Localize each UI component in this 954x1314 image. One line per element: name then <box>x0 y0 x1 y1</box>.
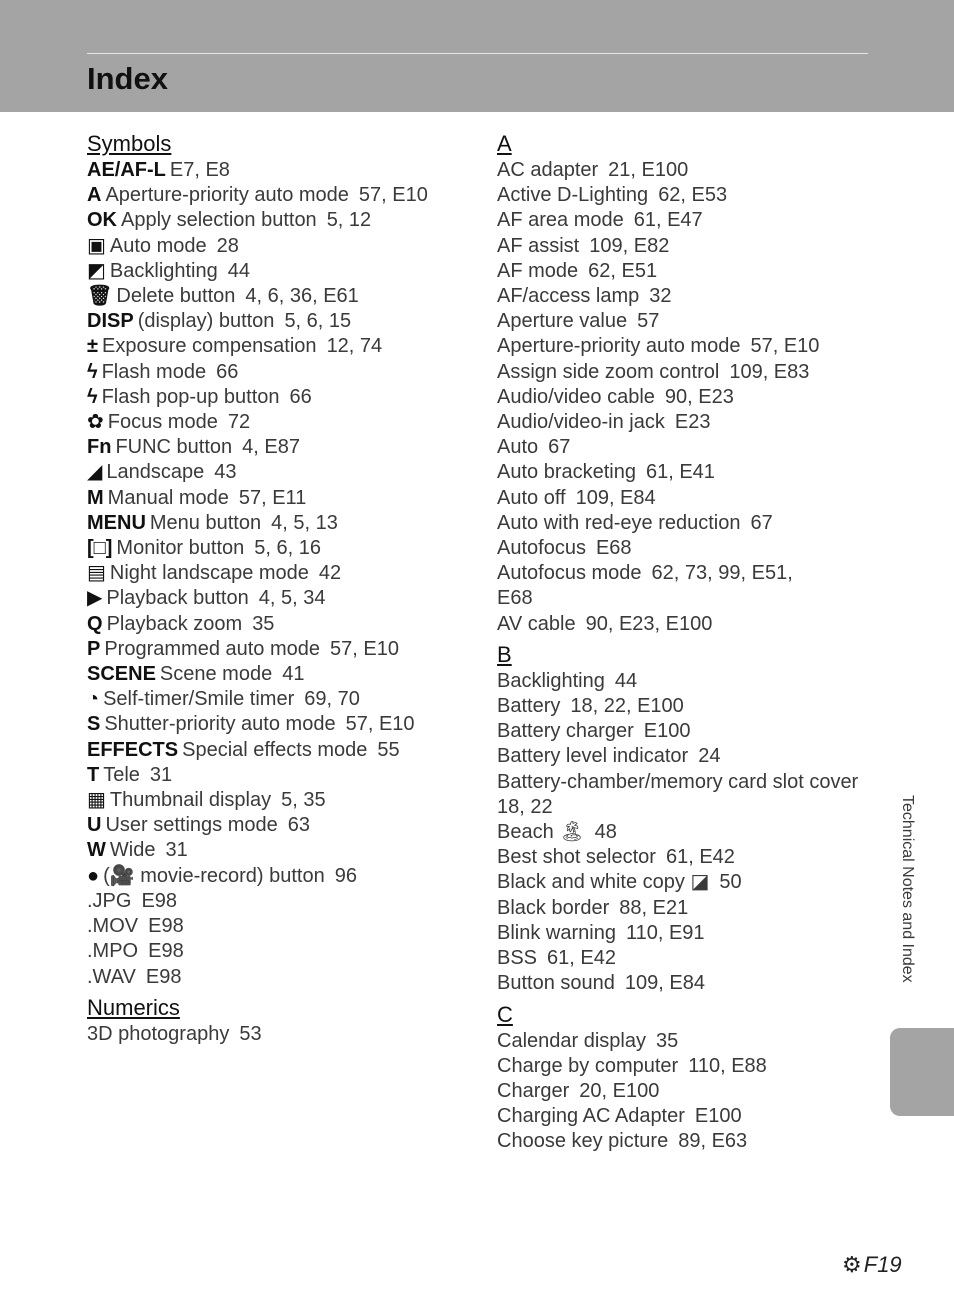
entry-page-refs[interactable]: E98 <box>148 940 184 963</box>
entry-page-refs[interactable]: 21, E100 <box>608 159 689 181</box>
index-entry[interactable] <box>87 511 477 536</box>
entry-page-refs[interactable]: E68 <box>595 537 632 560</box>
entry-symbol-icon: U <box>87 814 102 837</box>
entry-page-refs[interactable]: E23 <box>674 411 711 434</box>
index-entry[interactable] <box>497 795 887 820</box>
entry-term: Playback button <box>106 587 249 610</box>
index-entry[interactable] <box>497 385 887 410</box>
entry-term: Backlighting <box>497 669 605 692</box>
index-entry[interactable] <box>87 561 477 586</box>
entry-term: BSS <box>497 947 538 970</box>
entry-page-refs[interactable]: 44 <box>227 259 250 282</box>
entry-term: Manual mode <box>107 486 229 509</box>
entry-page-refs[interactable]: 44 <box>614 669 638 692</box>
entry-symbol-icon: ● <box>87 864 100 887</box>
entry-term: Backlighting <box>109 259 218 282</box>
entry-page-refs[interactable]: 41 <box>282 663 305 686</box>
entry-term: Active D-Lighting <box>497 184 649 207</box>
entry-symbol-icon: T <box>87 763 100 786</box>
index-entry[interactable] <box>497 158 887 183</box>
entry-page-refs[interactable]: 24 <box>698 745 721 768</box>
entry-term: Calendar display <box>497 1029 646 1052</box>
entry-page-refs[interactable]: 4, 5, 13 <box>271 511 338 534</box>
index-entry[interactable] <box>497 694 887 719</box>
entry-symbol-icon: ± <box>87 335 98 358</box>
symbols-list <box>87 158 477 990</box>
entry-term: Autofocus <box>497 537 586 560</box>
entry-symbol-icon: DISP <box>87 310 134 333</box>
index-entry[interactable] <box>497 921 887 946</box>
entry-term: Playback zoom <box>106 612 243 635</box>
entry-page-refs[interactable]: 55 <box>377 738 400 761</box>
entry-term: Charge by computer <box>497 1054 679 1077</box>
index-entry[interactable] <box>497 511 887 536</box>
index-entry[interactable] <box>87 385 477 410</box>
entry-symbol-icon: M <box>87 486 104 509</box>
index-entry[interactable] <box>497 1029 887 1054</box>
entry-term: Battery level indicator <box>497 745 689 768</box>
index-entry[interactable] <box>87 712 477 737</box>
entry-symbol-icon: MENU <box>87 511 146 534</box>
index-entry[interactable] <box>497 744 887 769</box>
index-entry[interactable] <box>497 561 887 586</box>
entry-symbol-icon: ◢ <box>87 461 103 484</box>
index-entry[interactable] <box>497 896 887 921</box>
entry-term: Flash mode <box>101 360 207 383</box>
index-entry[interactable] <box>87 612 477 637</box>
entry-page-refs[interactable]: 90, E23 <box>664 385 734 408</box>
entry-term: Exposure compensation <box>101 335 317 358</box>
index-entry[interactable] <box>87 637 477 662</box>
entry-term: AV cable <box>497 612 576 635</box>
entry-term: Flash pop-up button <box>101 385 280 408</box>
entry-page-refs[interactable]: 57, E10 <box>750 335 820 358</box>
entry-symbol-icon: W <box>87 839 106 862</box>
entry-term: Menu button <box>149 511 262 534</box>
entry-symbol-icon: ◩ <box>87 259 106 282</box>
entry-term: Scene mode <box>159 663 273 686</box>
entry-symbol-icon: ▤ <box>87 562 106 585</box>
index-entry[interactable] <box>497 946 887 971</box>
entry-symbol-icon: ▦ <box>87 789 106 812</box>
entry-term: Delete button <box>116 285 236 308</box>
entry-term: Aperture-priority auto mode <box>105 184 349 207</box>
entry-page-refs[interactable]: 109, E84 <box>624 972 705 995</box>
index-entry[interactable] <box>497 669 887 694</box>
entry-page-refs[interactable]: 72 <box>227 411 251 434</box>
page-number-value: 19 <box>877 1252 902 1277</box>
entry-term: Battery charger <box>497 720 634 743</box>
entry-term: Aperture-priority auto mode <box>497 335 741 358</box>
entry-page-refs[interactable]: 50 <box>719 871 742 894</box>
entry-symbol-icon: Fn <box>87 436 112 459</box>
entry-page-refs[interactable]: 42 <box>318 562 342 585</box>
entry-symbol-icon: SCENE <box>87 663 156 686</box>
entry-page-refs[interactable]: 5, 12 <box>326 209 372 232</box>
section-heading-c[interactable]: C <box>497 1001 513 1027</box>
index-entry[interactable] <box>87 360 477 385</box>
entry-page-refs[interactable]: 62, E53 <box>658 184 728 207</box>
entry-page-refs[interactable]: 61, E47 <box>633 209 703 232</box>
entry-term: (display) button <box>137 310 275 333</box>
entry-term: Night landscape mode <box>109 562 309 585</box>
entry-term: Auto <box>497 436 539 459</box>
page-number-symbol: F <box>863 1252 878 1277</box>
entry-page-refs[interactable]: 110, E91 <box>625 921 705 944</box>
entry-symbol-icon: Q <box>87 612 103 635</box>
entry-term: Auto mode <box>109 234 207 257</box>
index-entry[interactable] <box>87 586 477 611</box>
entry-page-refs[interactable]: 66 <box>289 385 312 408</box>
entry-term: Best shot selector <box>497 846 656 869</box>
index-entry[interactable] <box>87 914 477 939</box>
header-rule <box>87 53 868 54</box>
entry-term: Battery-chamber/memory card slot cover <box>497 770 859 793</box>
entry-term: Charger <box>497 1079 570 1102</box>
entry-term: Black and white copy ◪ <box>497 871 710 894</box>
entry-page-refs[interactable]: 57, E11 <box>238 486 307 509</box>
section-heading-b[interactable]: B <box>497 641 512 667</box>
entry-term: Battery <box>497 695 561 718</box>
entry-page-refs[interactable]: 88, E21 <box>619 896 689 919</box>
index-entry[interactable] <box>87 435 477 460</box>
entry-term: Monitor button <box>116 537 245 560</box>
index-entry[interactable] <box>497 770 887 795</box>
page-number <box>842 1252 902 1278</box>
entry-symbol-icon: ◔ <box>87 688 100 711</box>
index-entry[interactable] <box>497 870 887 895</box>
entry-page-refs[interactable]: 109, E83 <box>729 360 810 383</box>
entry-term: Programmed auto mode <box>104 637 321 660</box>
index-entry[interactable] <box>497 536 887 561</box>
entry-page-refs[interactable]: 31 <box>149 763 173 786</box>
entry-symbol-icon: EFFECTS <box>87 738 179 761</box>
index-entry[interactable] <box>497 234 887 259</box>
index-entry[interactable] <box>497 183 887 208</box>
entry-symbol-icon: A <box>87 184 102 207</box>
entry-page-refs[interactable]: 57 <box>637 310 660 333</box>
entry-term: (🎥 movie-record) button <box>103 864 325 887</box>
index-entry[interactable] <box>87 1022 477 1047</box>
index-entry[interactable] <box>497 1104 887 1129</box>
index-entry[interactable] <box>87 965 477 990</box>
entry-term: Button sound <box>497 972 615 995</box>
index-entry[interactable] <box>87 208 477 233</box>
entry-symbol-icon: ϟ <box>87 385 98 408</box>
index-entry[interactable] <box>497 719 887 744</box>
index-entry[interactable] <box>87 763 477 788</box>
entry-page-refs[interactable]: 57, E10 <box>358 184 428 207</box>
entry-symbol-icon: ▣ <box>87 234 106 257</box>
entry-term: Autofocus mode <box>497 562 642 585</box>
entry-page-refs[interactable]: 62, E51 <box>588 259 658 282</box>
entry-term: Wide <box>109 839 156 862</box>
entry-page-refs[interactable]: 48 <box>594 821 617 844</box>
entry-term: .MOV <box>87 915 139 938</box>
index-entry[interactable] <box>87 738 477 763</box>
entry-symbol-icon: P <box>87 637 101 660</box>
entry-term: Black border <box>497 896 610 919</box>
entry-symbol-icon: ✿ <box>87 411 104 434</box>
entry-page-refs[interactable]: 35 <box>655 1029 679 1052</box>
entry-term: Auto off <box>497 486 566 509</box>
left-column <box>87 130 477 1047</box>
entry-term: Assign side zoom control <box>497 360 720 383</box>
entry-page-refs[interactable]: 69, 70 <box>304 688 360 711</box>
index-entry[interactable] <box>87 662 477 687</box>
index-entry[interactable] <box>497 486 887 511</box>
entry-page-refs[interactable]: 32 <box>649 285 672 308</box>
section-heading-numerics[interactable]: Numerics <box>87 994 180 1020</box>
index-entry[interactable] <box>87 259 477 284</box>
index-entry[interactable] <box>497 259 887 284</box>
entry-page-refs[interactable]: 43 <box>214 461 237 484</box>
entry-page-refs[interactable]: 89, E63 <box>678 1130 748 1153</box>
entry-page-refs[interactable]: E100 <box>643 720 691 743</box>
entry-page-refs[interactable]: 4, 5, 34 <box>258 587 326 610</box>
section-heading-symbols[interactable]: Symbols <box>87 131 172 156</box>
entry-page-refs[interactable]: E98 <box>145 965 182 988</box>
index-entry[interactable] <box>497 845 887 870</box>
section-heading-a[interactable]: A <box>497 131 512 156</box>
entry-term: AF/access lamp <box>497 285 640 308</box>
index-entry[interactable] <box>87 460 477 485</box>
index-entry[interactable] <box>87 536 477 561</box>
entry-term: Aperture value <box>497 310 628 333</box>
entry-term: Tele <box>103 763 140 786</box>
numerics-list <box>87 1022 477 1047</box>
entry-term: Shutter-priority auto mode <box>104 713 336 736</box>
entry-page-refs[interactable]: 109, E84 <box>575 486 656 509</box>
entry-term: Auto bracketing <box>497 461 636 484</box>
entry-page-refs[interactable]: E68 <box>497 587 533 610</box>
b-list <box>497 669 887 997</box>
index-entry[interactable] <box>497 410 887 435</box>
index-entry[interactable] <box>87 410 477 435</box>
entry-page-refs[interactable]: 96 <box>334 864 357 887</box>
entry-term: Self-timer/Smile timer <box>103 688 295 711</box>
entry-symbol-icon: ϟ <box>87 360 98 383</box>
entry-symbol-icon: OK <box>87 209 117 232</box>
entry-term: Choose key picture <box>497 1130 669 1153</box>
entry-term: AF area mode <box>497 209 624 232</box>
entry-term: .WAV <box>87 965 136 988</box>
entry-term: FUNC button <box>115 436 233 459</box>
index-entry[interactable] <box>497 1079 887 1104</box>
page-title: Index <box>87 61 168 96</box>
index-entry[interactable] <box>497 1054 887 1079</box>
entry-term: .JPG <box>87 889 132 912</box>
entry-term: Thumbnail display <box>109 789 272 812</box>
index-entry[interactable] <box>87 889 477 914</box>
entry-term: Audio/video-in jack <box>497 411 665 434</box>
entry-term: 3D photography <box>87 1022 230 1045</box>
entry-page-refs[interactable]: 63 <box>287 814 310 837</box>
entry-term: AF assist <box>497 234 580 257</box>
entry-term: AC adapter <box>497 159 599 181</box>
entry-symbol-icon: S <box>87 713 101 736</box>
entry-page-refs[interactable]: 57, E10 <box>345 713 415 736</box>
entry-page-refs[interactable]: 61, E42 <box>547 947 616 970</box>
entry-page-refs[interactable]: 109, E82 <box>589 234 670 257</box>
entry-page-refs[interactable]: 110, E88 <box>688 1054 767 1077</box>
index-entry[interactable] <box>87 486 477 511</box>
entry-page-refs[interactable]: 4, 6, 36, E61 <box>245 285 359 308</box>
index-entry[interactable] <box>497 1129 887 1154</box>
index-entry[interactable] <box>497 309 887 334</box>
entry-page-refs[interactable]: 62, 73, 99, E51, <box>651 562 793 585</box>
right-column <box>497 130 887 1155</box>
entry-term: AF mode <box>497 259 579 282</box>
index-entry[interactable] <box>87 864 477 889</box>
entry-term: Landscape <box>106 461 205 484</box>
index-entry[interactable] <box>87 939 477 964</box>
entry-term: Special effects mode <box>182 738 368 761</box>
entry-term: Blink warning <box>497 921 616 944</box>
entry-page-refs[interactable]: 5, 6, 15 <box>284 310 352 333</box>
entry-term: Focus mode <box>107 411 218 434</box>
entry-term: Audio/video cable <box>497 385 655 408</box>
index-entry[interactable] <box>497 208 887 233</box>
entry-page-refs[interactable]: 57, E10 <box>330 637 399 660</box>
c-list <box>497 1029 887 1155</box>
entry-page-refs[interactable]: 90, E23, E100 <box>585 612 713 635</box>
entry-page-refs[interactable]: 18, 22, E100 <box>570 695 684 718</box>
entry-page-refs[interactable]: 31 <box>165 839 188 862</box>
index-entry[interactable] <box>497 334 887 359</box>
entry-page-refs[interactable]: 53 <box>239 1022 262 1045</box>
entry-term: Charging AC Adapter <box>497 1105 685 1128</box>
index-entry[interactable] <box>87 234 477 259</box>
entry-term: Auto with red-eye reduction <box>497 511 741 534</box>
entry-page-refs[interactable]: E98 <box>148 915 184 938</box>
side-tab-label: Technical Notes and Index <box>899 795 916 983</box>
index-entry[interactable] <box>497 360 887 385</box>
index-entry[interactable] <box>497 612 887 637</box>
entry-page-refs[interactable]: E98 <box>141 889 178 912</box>
entry-page-refs[interactable]: 4, E87 <box>242 436 300 459</box>
entry-page-refs[interactable]: 66 <box>216 360 239 383</box>
index-entry[interactable] <box>497 971 887 996</box>
entry-symbol-icon: ▶ <box>87 587 103 610</box>
entry-page-refs[interactable]: 67 <box>548 436 571 459</box>
entry-term: .MPO <box>87 940 139 963</box>
entry-page-refs[interactable]: 61, E41 <box>645 461 715 484</box>
entry-symbol-icon: 🗑 <box>87 285 113 308</box>
entry-term: 18, 22 <box>497 795 553 818</box>
index-entry[interactable] <box>497 284 887 309</box>
entry-page-refs[interactable]: 61, E42 <box>665 846 735 869</box>
entry-page-refs[interactable]: 12, 74 <box>326 335 383 358</box>
index-entry[interactable] <box>497 820 887 845</box>
entry-page-refs[interactable]: 20, E100 <box>579 1079 660 1102</box>
index-entry[interactable] <box>87 788 477 813</box>
entry-term: Beach 🏝 <box>497 821 585 844</box>
entry-page-refs[interactable]: 28 <box>216 234 239 257</box>
entry-symbol-icon: [□] <box>87 537 113 560</box>
entry-page-refs[interactable]: 67 <box>750 511 773 534</box>
entry-page-refs[interactable]: 5, 35 <box>281 789 326 812</box>
entry-page-refs[interactable]: E100 <box>694 1105 742 1128</box>
index-entry[interactable] <box>87 158 477 183</box>
tools-icon: ⚙ <box>842 1252 862 1277</box>
entry-symbol-icon: AE/AF-L <box>87 159 166 181</box>
index-entry[interactable] <box>87 183 477 208</box>
index-entry[interactable] <box>497 435 887 460</box>
index-entry[interactable] <box>87 334 477 359</box>
index-entry[interactable] <box>87 687 477 712</box>
index-entry[interactable] <box>497 460 887 485</box>
entry-term: Apply selection button <box>121 209 317 232</box>
index-entry[interactable] <box>87 309 477 334</box>
entry-page-refs[interactable]: 35 <box>252 612 275 635</box>
entry-page-refs[interactable]: E7, E8 <box>169 159 230 181</box>
index-entry[interactable] <box>87 284 477 309</box>
index-entry[interactable] <box>497 586 887 611</box>
index-entry[interactable] <box>87 838 477 863</box>
header-bar <box>0 0 954 112</box>
entry-term: User settings mode <box>105 814 278 837</box>
side-tab[interactable] <box>890 1028 954 1116</box>
entry-page-refs[interactable]: 5, 6, 16 <box>254 537 321 560</box>
index-entry[interactable] <box>87 813 477 838</box>
a-list <box>497 158 887 637</box>
